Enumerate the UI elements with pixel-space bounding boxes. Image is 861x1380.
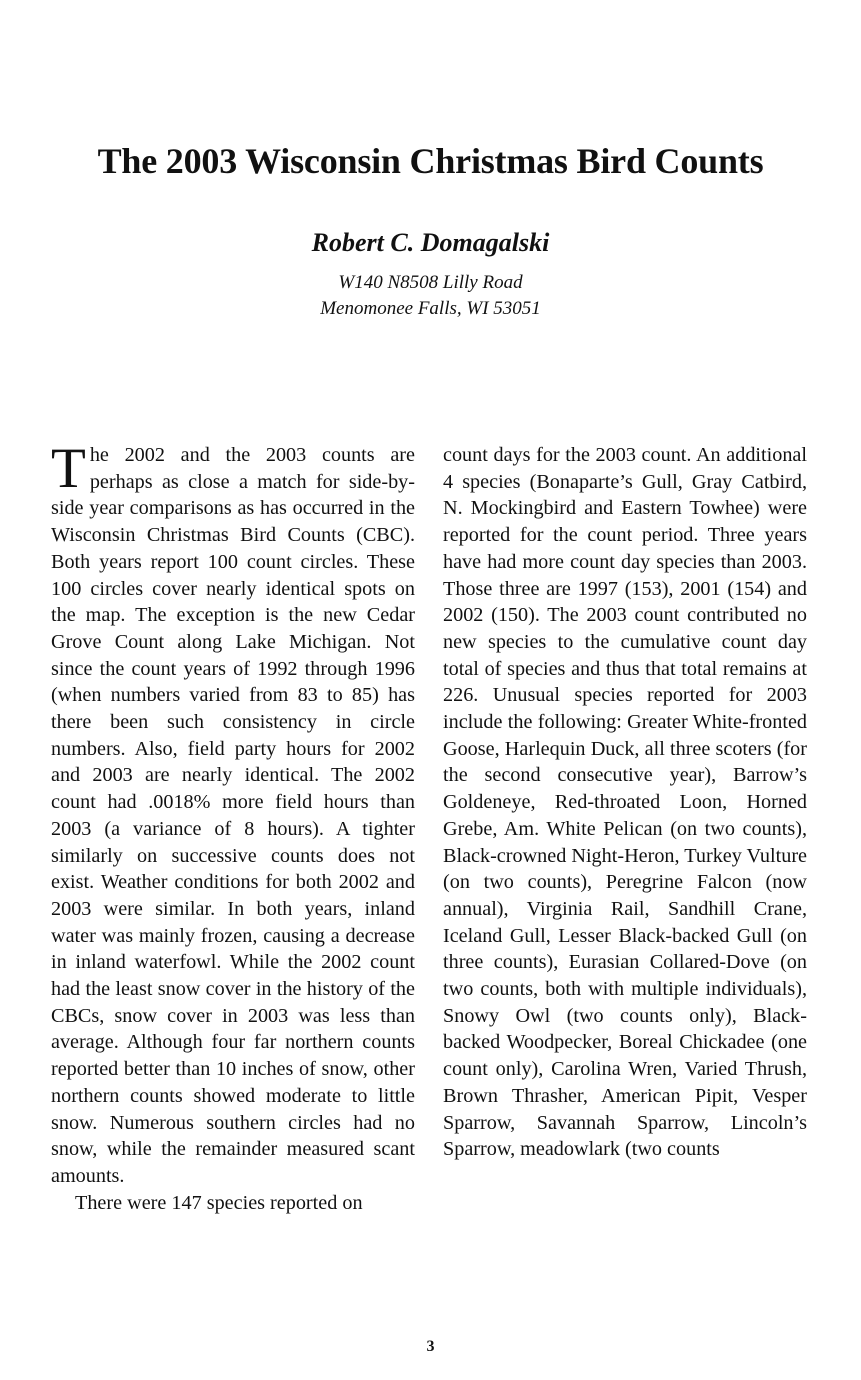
left-column xyxy=(51,437,415,1216)
paragraph-intro xyxy=(51,437,415,1190)
author-address-street: W140 N8508 Lilly Road xyxy=(338,272,523,293)
paragraph-intro-text: he 2002 and the 2003 counts are perhaps as close a match for side-by-side year comparisons as has occurred in the Wisconsin Christmas Bird Counts (CBC). Both years report 100 count circles. These 100 circles cover nearly identical spots on the map. The exception is the new Cedar Grove Count along Lake Michigan. Not since the count years of 1992 through 1996 (when numbers varied from 83 to 85) has there been such consistency in circle numbers. Also, field party hours for 2002 and 2003 are nearly identical. The 2002 count had .0018% more field hours than 2003 (a variance of 8 hours). A tighter similarly on successive counts does not exist. Weather conditions for both 2002 and 2003 were similar. In both years, inland water was mainly frozen, causing a decrease in inland waterfowl. While the 2002 count had the least snow cover in the history of the CBCs, snow cover in 2003 was less than average. Although four far northern counts reported better than 10 inches of snow, other northern counts showed moderate to little snow. Numerous southern circles had no snow, while the remainder measured scant amounts. xyxy=(51,444,415,1187)
paragraph-species-continued: count days for the 2003 count. An additional 4 species (Bonaparte’s Gull, Gray Catbird, N. Mockingbird and Eastern Towhee) were reported for the count period. Three years have had more count day species than 2003. Those three are 1997 (153), 2001 (154) and 2002 (150). The 2003 count contributed no new species to the cumulative count day total of species and thus that total remains at 226. Unusual species reported for 2003 include the following: Greater White-fronted Goose, Harlequin Duck, all three scoters (for the second consecutive year), Barrow’s Goldeneye, Red-throated Loon, Horned Grebe, Am. White Pelican (on two counts), Black-crowned Night-Heron, Turkey Vulture (on two counts), Peregrine Falcon (now annual), Virginia Rail, Sandhill Crane, Iceland Gull, Lesser Black-backed Gull (on three counts), Eurasian Collared-Dove (on two counts, both with multiple individuals), Snowy Owl (two counts only), Black-backed Woodpecker, Boreal Chickadee (one count only), Carolina Wren, Varied Thrush, Brown Thrasher, American Pipit, Vesper Sparrow, Savannah Sparrow, Lincoln’s Sparrow, meadowlark (two counts xyxy=(443,444,807,1161)
author-name: Robert C. Domagalski xyxy=(311,228,550,257)
author-address-city: Menomonee Falls, WI 53051 xyxy=(320,298,541,319)
paragraph-species-start: There were 147 species reported on xyxy=(75,1191,363,1214)
drop-cap: T xyxy=(51,437,86,500)
page-number: 3 xyxy=(426,1338,435,1355)
article-title: The 2003 Wisconsin Christmas Bird Counts xyxy=(97,141,764,181)
right-column xyxy=(443,442,807,1163)
